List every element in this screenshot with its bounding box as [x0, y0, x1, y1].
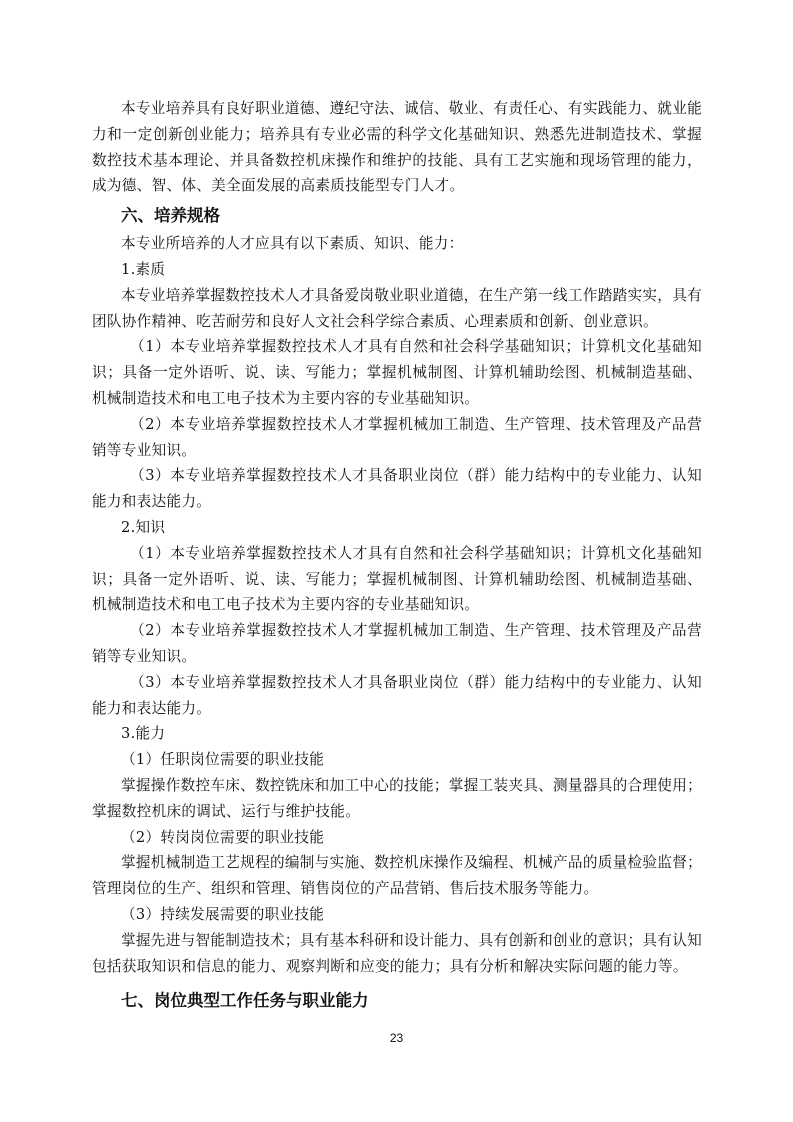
- quality-item-2: （2）本专业培养掌握数控技术人才掌握机械加工制造、生产管理、技术管理及产品营销等专业知识。: [92, 415, 702, 459]
- quality-intro: 本专业培养掌握数控技术人才具备爱岗敬业职业道德，在生产第一线工作踏踏实实，具有团队协作精神、吃苦耐劳和良好人文社会科学综合素质、心理素质和创新、创业意识。: [92, 286, 702, 330]
- quality-heading: 1.素质: [121, 260, 166, 278]
- intro-paragraph: 本专业培养具有良好职业道德、遵纪守法、诚信、敬业、有责任心、有实践能力、就业能力和一定创新创业能力；培养具有专业必需的科学文化基础知识、熟悉先进制造技术、掌握数控技术基本理论、并具备数控机床操作和维护的技能、具有工艺实施和现场管理的能力，成为德、智、体、美全面发展的高素质技能型专门人才。: [92, 100, 702, 195]
- section-6-heading: 六、培养规格: [121, 206, 220, 226]
- knowledge-item-1: （1）本专业培养掌握数控技术人才具有自然和社会科学基础知识；计算机文化基础知识；具备一定外语听、说、读、写能力；掌握机械制图、计算机辅助绘图、机械制造基础、机械制造技术和电工电子技术为主要内容的专业基础知识。: [92, 544, 702, 614]
- section-7-heading: 七、岗位典型工作任务与职业能力: [121, 991, 369, 1010]
- ability-item-1-title: （1）任职岗位需要的职业技能: [121, 751, 325, 769]
- ability-item-1-text: 掌握操作数控车床、数控铣床和加工中心的技能；掌握工装夹具、测量器具的合理使用；掌握数控机床的调试、运行与维护技能。: [92, 776, 702, 820]
- quality-item-1: （1）本专业培养掌握数控技术人才具有自然和社会科学基础知识；计算机文化基础知识；具备一定外语听、说、读、写能力；掌握机械制图、计算机辅助绘图、机械制造基础、机械制造技术和电工电子技术为主要内容的专业基础知识。: [92, 338, 702, 407]
- document-body: [92, 96, 702, 979]
- page-number: 23: [389, 1031, 404, 1045]
- ability-item-3-text: 掌握先进与智能制造技术；具有基本科研和设计能力、具有创新和创业的意识；具有认知包括获取知识和信息的能力、观察判断和应变的能力；具有分析和解决实际问题的能力等。: [92, 931, 702, 975]
- ability-item-3-title: （3）持续发展需要的职业技能: [121, 905, 325, 923]
- ability-heading: 3.能力: [121, 725, 166, 743]
- section-6-lead: 本专业所培养的人才应具有以下素质、知识、能力：: [121, 235, 464, 253]
- knowledge-item-2: （2）本专业培养掌握数控技术人才掌握机械加工制造、生产管理、技术管理及产品营销等专业知识。: [92, 622, 702, 665]
- quality-item-3: （3）本专业培养掌握数控技术人才具备职业岗位（群）能力结构中的专业能力、认知能力和表达能力。: [92, 467, 702, 511]
- ability-item-2-title: （2）转岗岗位需要的职业技能: [121, 828, 325, 846]
- knowledge-item-3: （3）本专业培养掌握数控技术人才具备职业岗位（群）能力结构中的专业能力、认知能力和表达能力。: [92, 673, 702, 717]
- knowledge-heading: 2.知识: [121, 518, 166, 536]
- ability-item-2-text: 掌握机械制造工艺规程的编制与实施、数控机床操作及编程、机械产品的质量检验监督；管理岗位的生产、组织和管理、销售岗位的产品营销、售后技术服务等能力。: [92, 854, 702, 898]
